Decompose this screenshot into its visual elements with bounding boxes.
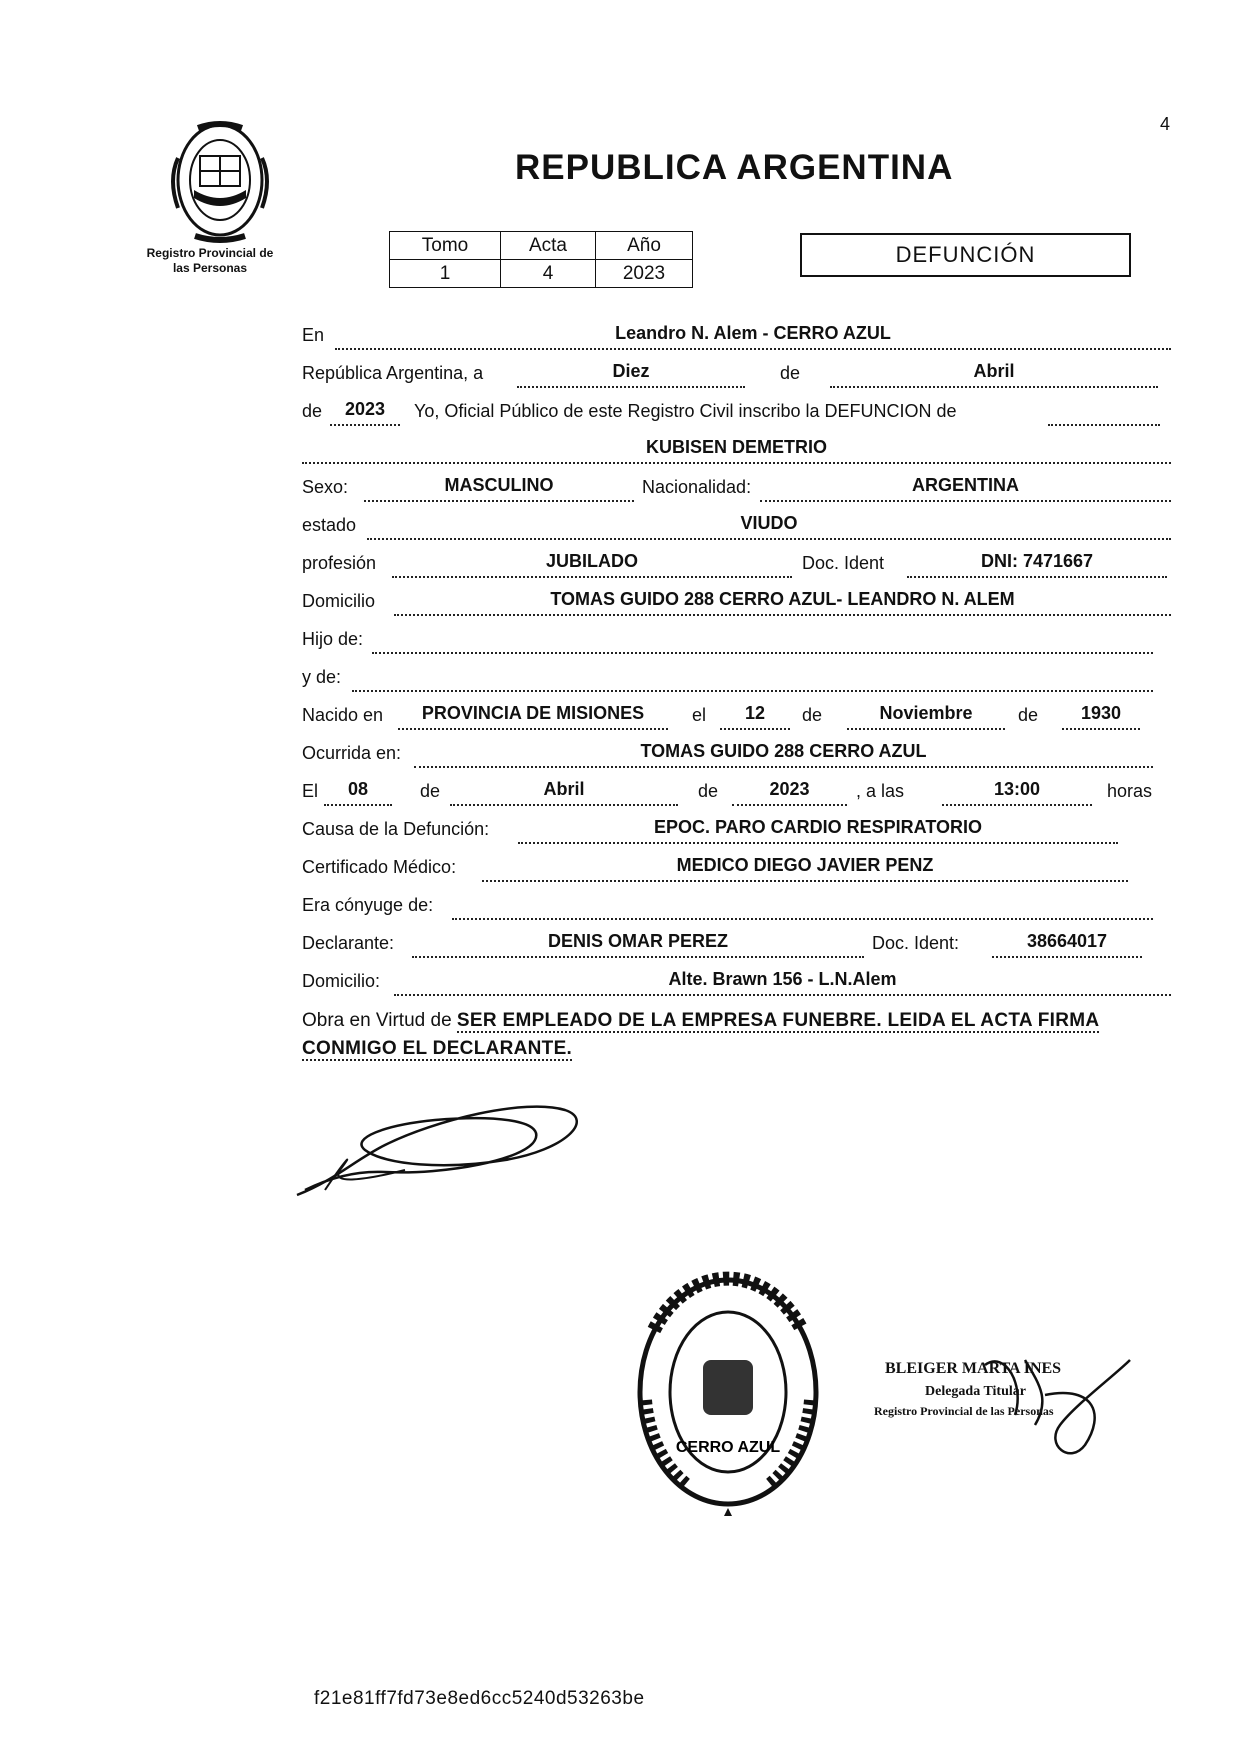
address-field: TOMAS GUIDO 288 CERRO AZUL- LEANDRO N. ALEM [394,590,1171,616]
line-and-of [302,664,1171,694]
anio-header: Año [596,232,693,260]
acta-header: Acta [501,232,596,260]
cause-field: EPOC. PARO CARDIO RESPIRATORIO [518,818,1118,844]
mother-field [352,666,1153,692]
hijo-de-label: Hijo de: [302,629,364,649]
death-time-field: 13:00 [942,780,1092,806]
occurred-place-field: TOMAS GUIDO 288 CERRO AZUL [414,742,1153,768]
de-label: de [780,363,801,383]
declarante-label: Declarante: [302,933,395,953]
page-number: 4 [1160,114,1171,134]
line-deceased [302,436,1171,466]
line-spouse [302,892,1171,922]
deceased-name-field: KUBISEN DEMETRIO [302,438,1171,464]
sex-field: MASCULINO [364,476,634,502]
doc-ident2-label: Doc. Ident: [872,933,960,953]
de-death-a-label: de [420,781,441,801]
line-declarant-address [302,968,1171,998]
line-place [302,322,1171,352]
en-label: En [302,325,325,345]
estado-label: estado [302,515,357,535]
place-field: Leandro N. Alem - CERRO AZUL [335,324,1171,350]
domicilio2-label: Domicilio: [302,971,381,991]
birth-year-field: 1930 [1062,704,1140,730]
line-profession [302,550,1171,580]
de-death-b-label: de [698,781,719,801]
registry-office-seal [628,1270,828,1525]
delegate-org: Registro Provincial de las Personas [874,1404,1054,1418]
causa-label: Causa de la Defunción: [302,819,490,839]
nationality-field: ARGENTINA [760,476,1171,502]
de-year-label: de [302,401,323,421]
el-label: el [692,705,707,725]
volume-record-year-table [389,231,693,288]
document-title: REPUBLICA ARGENTINA [515,148,954,187]
death-month-field: Abril [450,780,678,806]
sexo-label: Sexo: [302,477,349,497]
declarant-doc-field: 38664017 [992,932,1142,958]
registry-name [120,246,300,276]
line-child-of [302,626,1171,656]
document-hash: f21e81ff7fd73e8ed6cc5240d53263be [314,1688,645,1709]
line-declarant [302,930,1171,960]
declarant-field: DENIS OMAR PEREZ [412,932,864,958]
day-field: Diez [517,362,745,388]
death-day-field: 08 [324,780,392,806]
el-cap-label: El [302,781,319,801]
obra-en-virtud-paragraph [302,1007,1174,1063]
acta-value: 4 [501,260,596,288]
profession-field: JUBILADO [392,552,792,578]
line-certificate [302,854,1171,884]
line-birth [302,702,1171,732]
month-field: Abril [830,362,1158,388]
line-year [302,398,1171,428]
death-year-field: 2023 [732,780,847,806]
birth-day-field: 12 [720,704,790,730]
seal-inner-text: CERRO AZUL [675,1439,781,1456]
de-birth-a-label: de [802,705,823,725]
line-marital [302,512,1171,542]
declarant-address-field: Alte. Brawn 156 - L.N.Alem [394,970,1171,996]
republica-label: República Argentina, a [302,363,484,383]
obra-label: Obra en Virtud de [302,1010,452,1031]
birthplace-field: PROVINCIA DE MISIONES [398,704,668,730]
line-date [302,360,1171,390]
doc-ident-field: DNI: 7471667 [907,552,1167,578]
anio-value: 2023 [596,260,693,288]
certificate-field: MEDICO DIEGO JAVIER PENZ [482,856,1128,882]
tomo-header: Tomo [390,232,501,260]
record-type-box: DEFUNCIÓN [800,233,1131,277]
de-birth-b-label: de [1018,705,1039,725]
line-occurred [302,740,1171,770]
delegate-name: BLEIGER MARTA INES [885,1360,1062,1377]
nacionalidad-label: Nacionalidad: [642,477,752,497]
year-field: 2023 [330,400,400,426]
province-coat-of-arms-logo [160,118,280,248]
father-field [372,628,1153,654]
declarant-signature [295,1090,585,1200]
line-address [302,588,1171,618]
line-cause [302,816,1171,846]
nacido-en-label: Nacido en [302,705,384,725]
spouse-field [452,894,1153,920]
ocurrida-en-label: Ocurrida en: [302,743,402,763]
delegate-role: Delegada Titular [925,1384,1026,1399]
profesion-label: profesión [302,553,377,573]
a-las-label: , a las [856,781,905,801]
registry-name-line1: Registro Provincial de [146,246,274,260]
marital-status-field: VIUDO [367,514,1171,540]
line-death-date [302,778,1171,808]
tomo-value: 1 [390,260,501,288]
birth-month-field: Noviembre [847,704,1005,730]
obra-text: SER EMPLEADO DE LA EMPRESA FUNEBRE. LEIDA EL ACTA FIRMA CONMIGO EL DECLARANTE. [302,1010,1100,1059]
statement-tail-line [1048,400,1160,426]
registry-name-line2: las Personas [172,261,248,275]
domicilio-label: Domicilio [302,591,376,611]
oficial-statement: Yo, Oficial Público de este Registro Civil inscribo la DEFUNCION de [414,401,957,421]
y-de-label: y de: [302,667,342,687]
conyuge-label: Era cónyuge de: [302,895,434,915]
certificado-label: Certificado Médico: [302,857,457,877]
doc-ident-label: Doc. Ident [802,553,885,573]
line-sex-nationality [302,474,1171,504]
horas-label: horas [1107,781,1153,801]
